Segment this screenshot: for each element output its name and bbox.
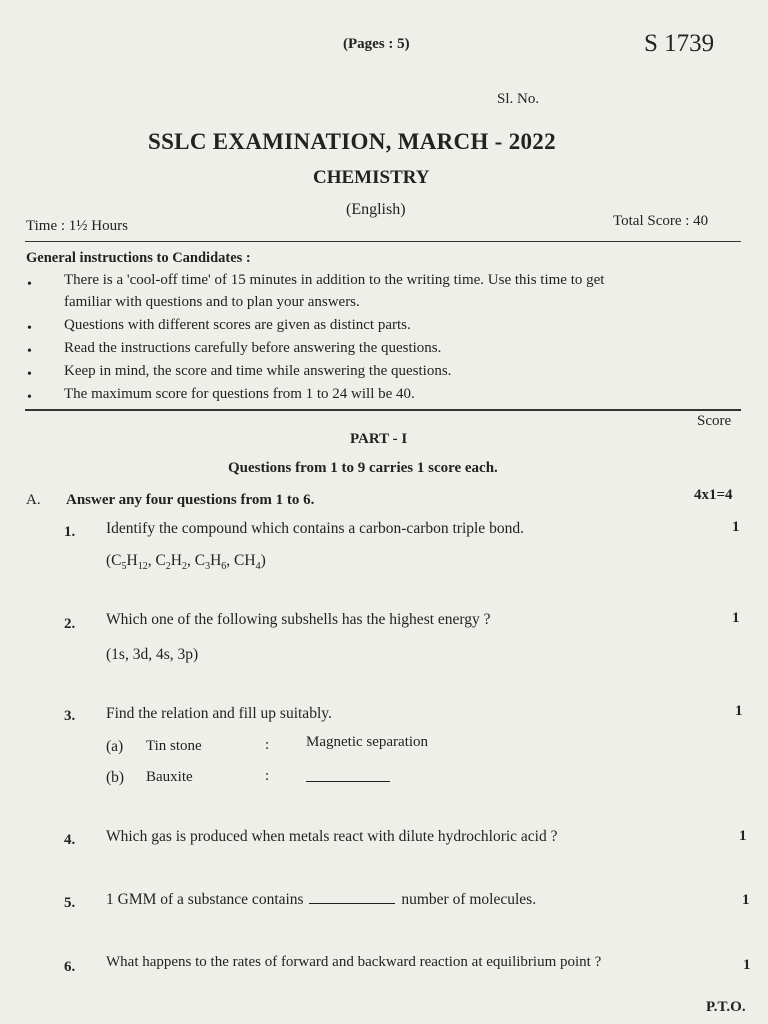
pair-item: Tin stone xyxy=(146,738,202,754)
instructions-heading: General instructions to Candidates : xyxy=(26,250,251,266)
bullet-icon: • xyxy=(27,390,32,405)
exam-title: SSLC EXAMINATION, MARCH - 2022 xyxy=(148,129,556,154)
instruction-item: Questions with different scores are given as distinct parts. xyxy=(64,317,411,333)
pair-value: Magnetic separation xyxy=(306,734,429,750)
page-count: (Pages : 5) xyxy=(343,36,410,52)
pair-label: (a) xyxy=(106,738,124,755)
question-score: 1 xyxy=(742,892,750,908)
section-letter: A. xyxy=(26,492,41,508)
instruction-item: The maximum score for questions from 1 to 24 will be 40. xyxy=(64,386,415,402)
question-number: 3. xyxy=(64,708,76,724)
instructions-divider xyxy=(25,409,741,411)
fill-in-blank xyxy=(309,902,395,904)
question-number: 4. xyxy=(64,832,76,848)
question-text: Find the relation and fill up suitably. xyxy=(106,705,332,722)
pair-label: (b) xyxy=(106,769,125,786)
question-text: Identify the compound which contains a carbon-carbon triple bond. xyxy=(106,520,524,537)
question-score: 1 xyxy=(735,703,743,719)
score-column-label: Score xyxy=(697,413,732,429)
section-score: 4x1=4 xyxy=(694,487,733,503)
instruction-item: There is a 'cool-off time' of 15 minutes in addition to the writing time. Use this time to get xyxy=(64,272,605,288)
question-score: 1 xyxy=(739,828,747,844)
instruction-item: Keep in mind, the score and time while answering the questions. xyxy=(64,363,452,379)
question-number: 1. xyxy=(64,524,76,540)
instruction-item-continued: familiar with questions and to plan your answers. xyxy=(64,294,360,310)
total-score: Total Score : 40 xyxy=(613,213,709,229)
subshell-options: (1s, 3d, 4s, 3p) xyxy=(106,646,199,663)
question-text: Which one of the following subshells has the highest energy ? xyxy=(106,611,491,628)
time-allowed: Time : 1½ Hours xyxy=(26,218,128,234)
section-instruction: Answer any four questions from 1 to 6. xyxy=(66,492,315,508)
bullet-icon: • xyxy=(27,367,32,382)
question-text: Which gas is produced when metals react with dilute hydrochloric acid ? xyxy=(106,828,558,845)
question-text xyxy=(106,891,536,909)
answer-blank-line xyxy=(306,781,390,782)
question-score: 1 xyxy=(743,957,751,973)
question-number: 6. xyxy=(64,959,76,975)
compound-options: ($C_5H_{12}$, $C_2H_2$, $C_3H_6$, $CH_4$) xyxy=(106,552,266,573)
question-score: 1 xyxy=(732,610,740,626)
question-number: 2. xyxy=(64,616,76,632)
header-divider xyxy=(25,241,741,242)
part-subtitle: Questions from 1 to 9 carries 1 score each. xyxy=(228,460,498,476)
question-paper-code: S 1739 xyxy=(644,30,715,57)
bullet-icon: • xyxy=(27,321,32,336)
pair-item: Bauxite xyxy=(146,769,193,785)
question-text-start: 1 GMM of a substance contains xyxy=(106,891,304,908)
pair-separator: : xyxy=(265,768,270,784)
instruction-item: Read the instructions carefully before answering the questions. xyxy=(64,340,442,356)
pair-separator: : xyxy=(265,737,270,753)
question-text-end: number of molecules. xyxy=(401,891,537,908)
part-title: PART - I xyxy=(350,431,408,447)
bullet-icon: • xyxy=(27,344,32,359)
serial-number-label: Sl. No. xyxy=(497,91,540,107)
question-score: 1 xyxy=(732,519,740,535)
medium-label: (English) xyxy=(346,201,406,218)
question-text: What happens to the rates of forward and backward reaction at equilibrium point ? xyxy=(106,954,602,970)
bullet-icon: • xyxy=(27,277,32,292)
question-number: 5. xyxy=(64,895,76,911)
page-turn-indicator: P.T.O. xyxy=(706,999,746,1015)
subject-title: CHEMISTRY xyxy=(313,167,430,188)
